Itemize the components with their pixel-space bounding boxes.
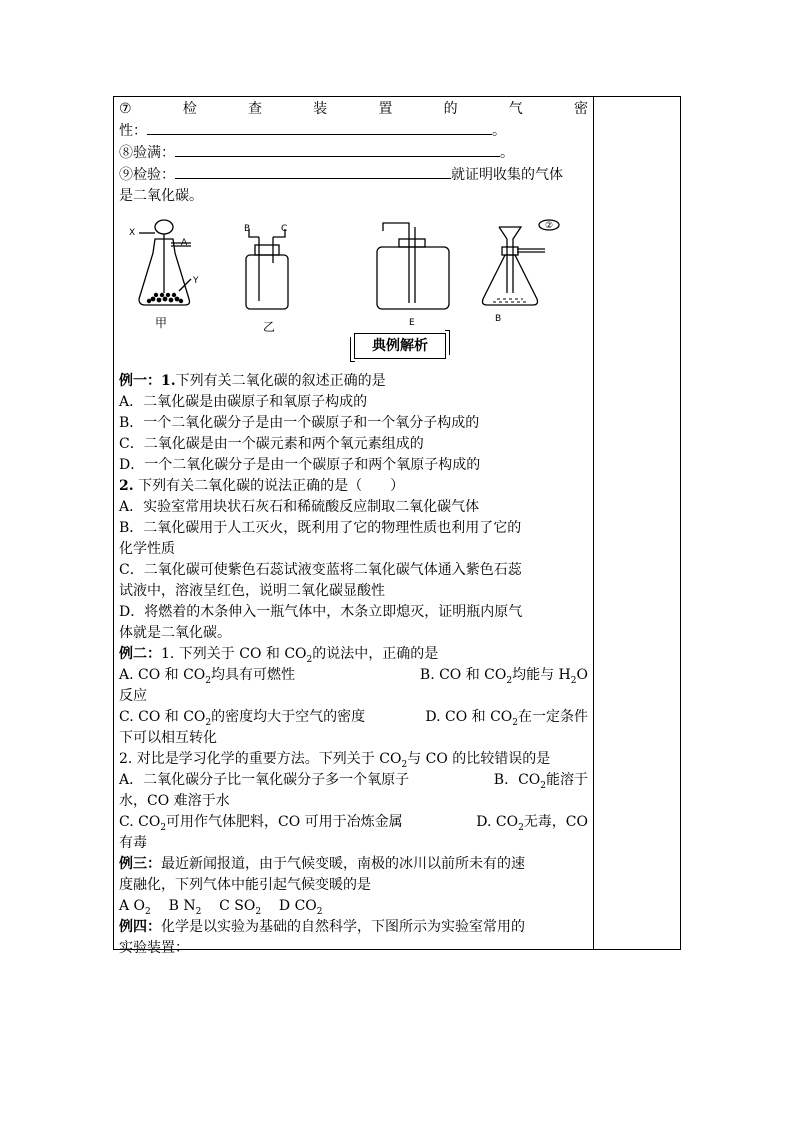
ex2-q1-d: D. CO 和 $CO_2$在一定条件 [425,709,588,728]
ex3-opt-c: C $SO_2$ [219,898,262,917]
ex2-q2-cd [119,812,588,833]
ex3-line2: 度融化，下列气体中能引起气候变暖的是 [119,877,371,893]
ex1-q2-b2: 化学性质 [119,541,175,557]
ex2-q2: 2. 对比是学习化学的重要方法。下列关于 $CO_2$与 CO 的比较错误的是 [119,751,551,770]
ex2-q2-d: D. $CO_2$无毒，CO [476,814,588,833]
ex1-q2-b1: B．二氧化碳用于人工灭火，既利用了它的物理性质也利用了它的 [119,520,522,536]
step-7-line: ⑦ 检 查 装 置 的 气 密 [119,101,588,117]
answer-blank[interactable] [147,120,492,135]
ex3-opt-a: A $O_2$ [119,898,151,917]
section-banner: 典例解析 [354,333,446,359]
ex4-line2: 实验装置： [119,940,189,956]
ex2-q1-ab [119,665,588,686]
bottle-e [377,247,449,309]
label-x: X [129,228,136,238]
label-bc-b: B [244,224,251,234]
label-bc-c: C [281,224,288,234]
answer-blank[interactable] [175,142,500,157]
main-cell [119,99,588,959]
label-jia: 甲 [155,316,168,330]
section-banner-wrap [119,333,588,367]
step-9-cont: 是二氧化碳。 [119,188,203,204]
ex1-q2-c1: C．二氧化碳可使紫色石蕊试液变蓝将二氧化碳气体通入紫色石蕊 [119,562,522,578]
label-circle-2: ② [545,221,554,231]
label-e: E [409,318,415,328]
ex3-opt-b: B $N_2$ [168,898,202,917]
ex2-q2-ab [119,770,588,791]
worksheet-table [113,96,681,956]
step-9-line: ⑨检验： 就证明收集的气体 [119,164,588,186]
right-column-divider [593,97,594,949]
ex3-opt-d: D $CO_2$ [278,898,323,917]
ex2-q1-a: A. CO 和 $CO_2$均具有可燃性 [119,667,296,686]
ex3-line1: 例三：最近新闻报道，由于气候变暖，南极的冰川以前所未有的速 [119,856,525,872]
ex2-q1-cd [119,707,588,728]
ex2-q2-c: C. $CO_2$可用作气体肥料，CO 可用于冶炼金属 [119,814,403,833]
step-8-line: ⑧验满： 。 [119,142,588,164]
ex1-q2-c2: 试液中，溶液呈红色，说明二氧化碳显酸性 [119,583,385,599]
ex1-q1-b: B．一个二氧化碳分子是由一个碳原子和一个氧分子构成的 [119,415,480,431]
apparatus-figure [119,213,588,333]
ex1-q2-d1: D．将燃着的木条伸入一瓶气体中，木条立即熄灭，证明瓶内原气 [119,604,523,620]
separatory-funnel [155,220,173,234]
ex2-q2-b: B．$CO_2$能溶于 [493,772,588,791]
ex2-q1-d-cont: 下可以相互转化 [119,730,217,746]
flask-b [483,255,538,305]
ex2-q1-c: C. CO 和 $CO_2$的密度均大于空气的密度 [119,709,366,728]
ex2-q1-b: B. CO 和 $CO_2$均能与 $H_2O$ [419,667,588,686]
label-yi: 乙 [263,320,276,334]
label-a: A [181,238,188,248]
label-y: Y [193,276,199,286]
ex1-q1-c: C．二氧化碳是由一个碳元素和两个氧元素组成的 [119,436,424,452]
step-7-cont: 性： 。 [119,120,588,142]
ex4-line1: 例四：化学是以实验为基础的自然科学，下图所示为实验室常用的 [119,919,525,935]
answer-blank[interactable] [175,164,451,179]
apparatus-drawing [119,213,588,333]
ex2-q2-d-cont: 有毒 [119,835,147,851]
ex1-q1: 例一：1.下列有关二氧化碳的叙述正确的是 [119,373,386,389]
ex1-q2-a: A．实验室常用块状石灰石和稀硫酸反应制取二氧化碳气体 [119,499,480,515]
bottle-yi [246,255,288,309]
label-b: B [495,314,502,324]
ex2-q2-b-cont: 水，CO 难溶于水 [119,793,230,809]
ex1-q1-a: A．二氧化碳是由碳原子和氧原子构成的 [119,394,368,410]
ex2-q2-a: A．二氧化碳分子比一氧化碳分子多一个氧原子 [119,772,410,788]
ex1-q2: 2. 下列有关二氧化碳的说法正确的是（ ） [119,478,405,494]
ex2-q1: 例二：1. 下列关于 CO 和 $CO_2$的说法中，正确的是 [119,646,439,665]
ex1-q2-d2: 体就是二氧化碳。 [119,625,231,641]
ex3-options [119,896,588,917]
ex2-q1-b-cont: 反应 [119,688,147,704]
ex1-q1-d: D．一个二氧化碳分子是由一个碳原子和两个氧原子构成的 [119,457,481,473]
